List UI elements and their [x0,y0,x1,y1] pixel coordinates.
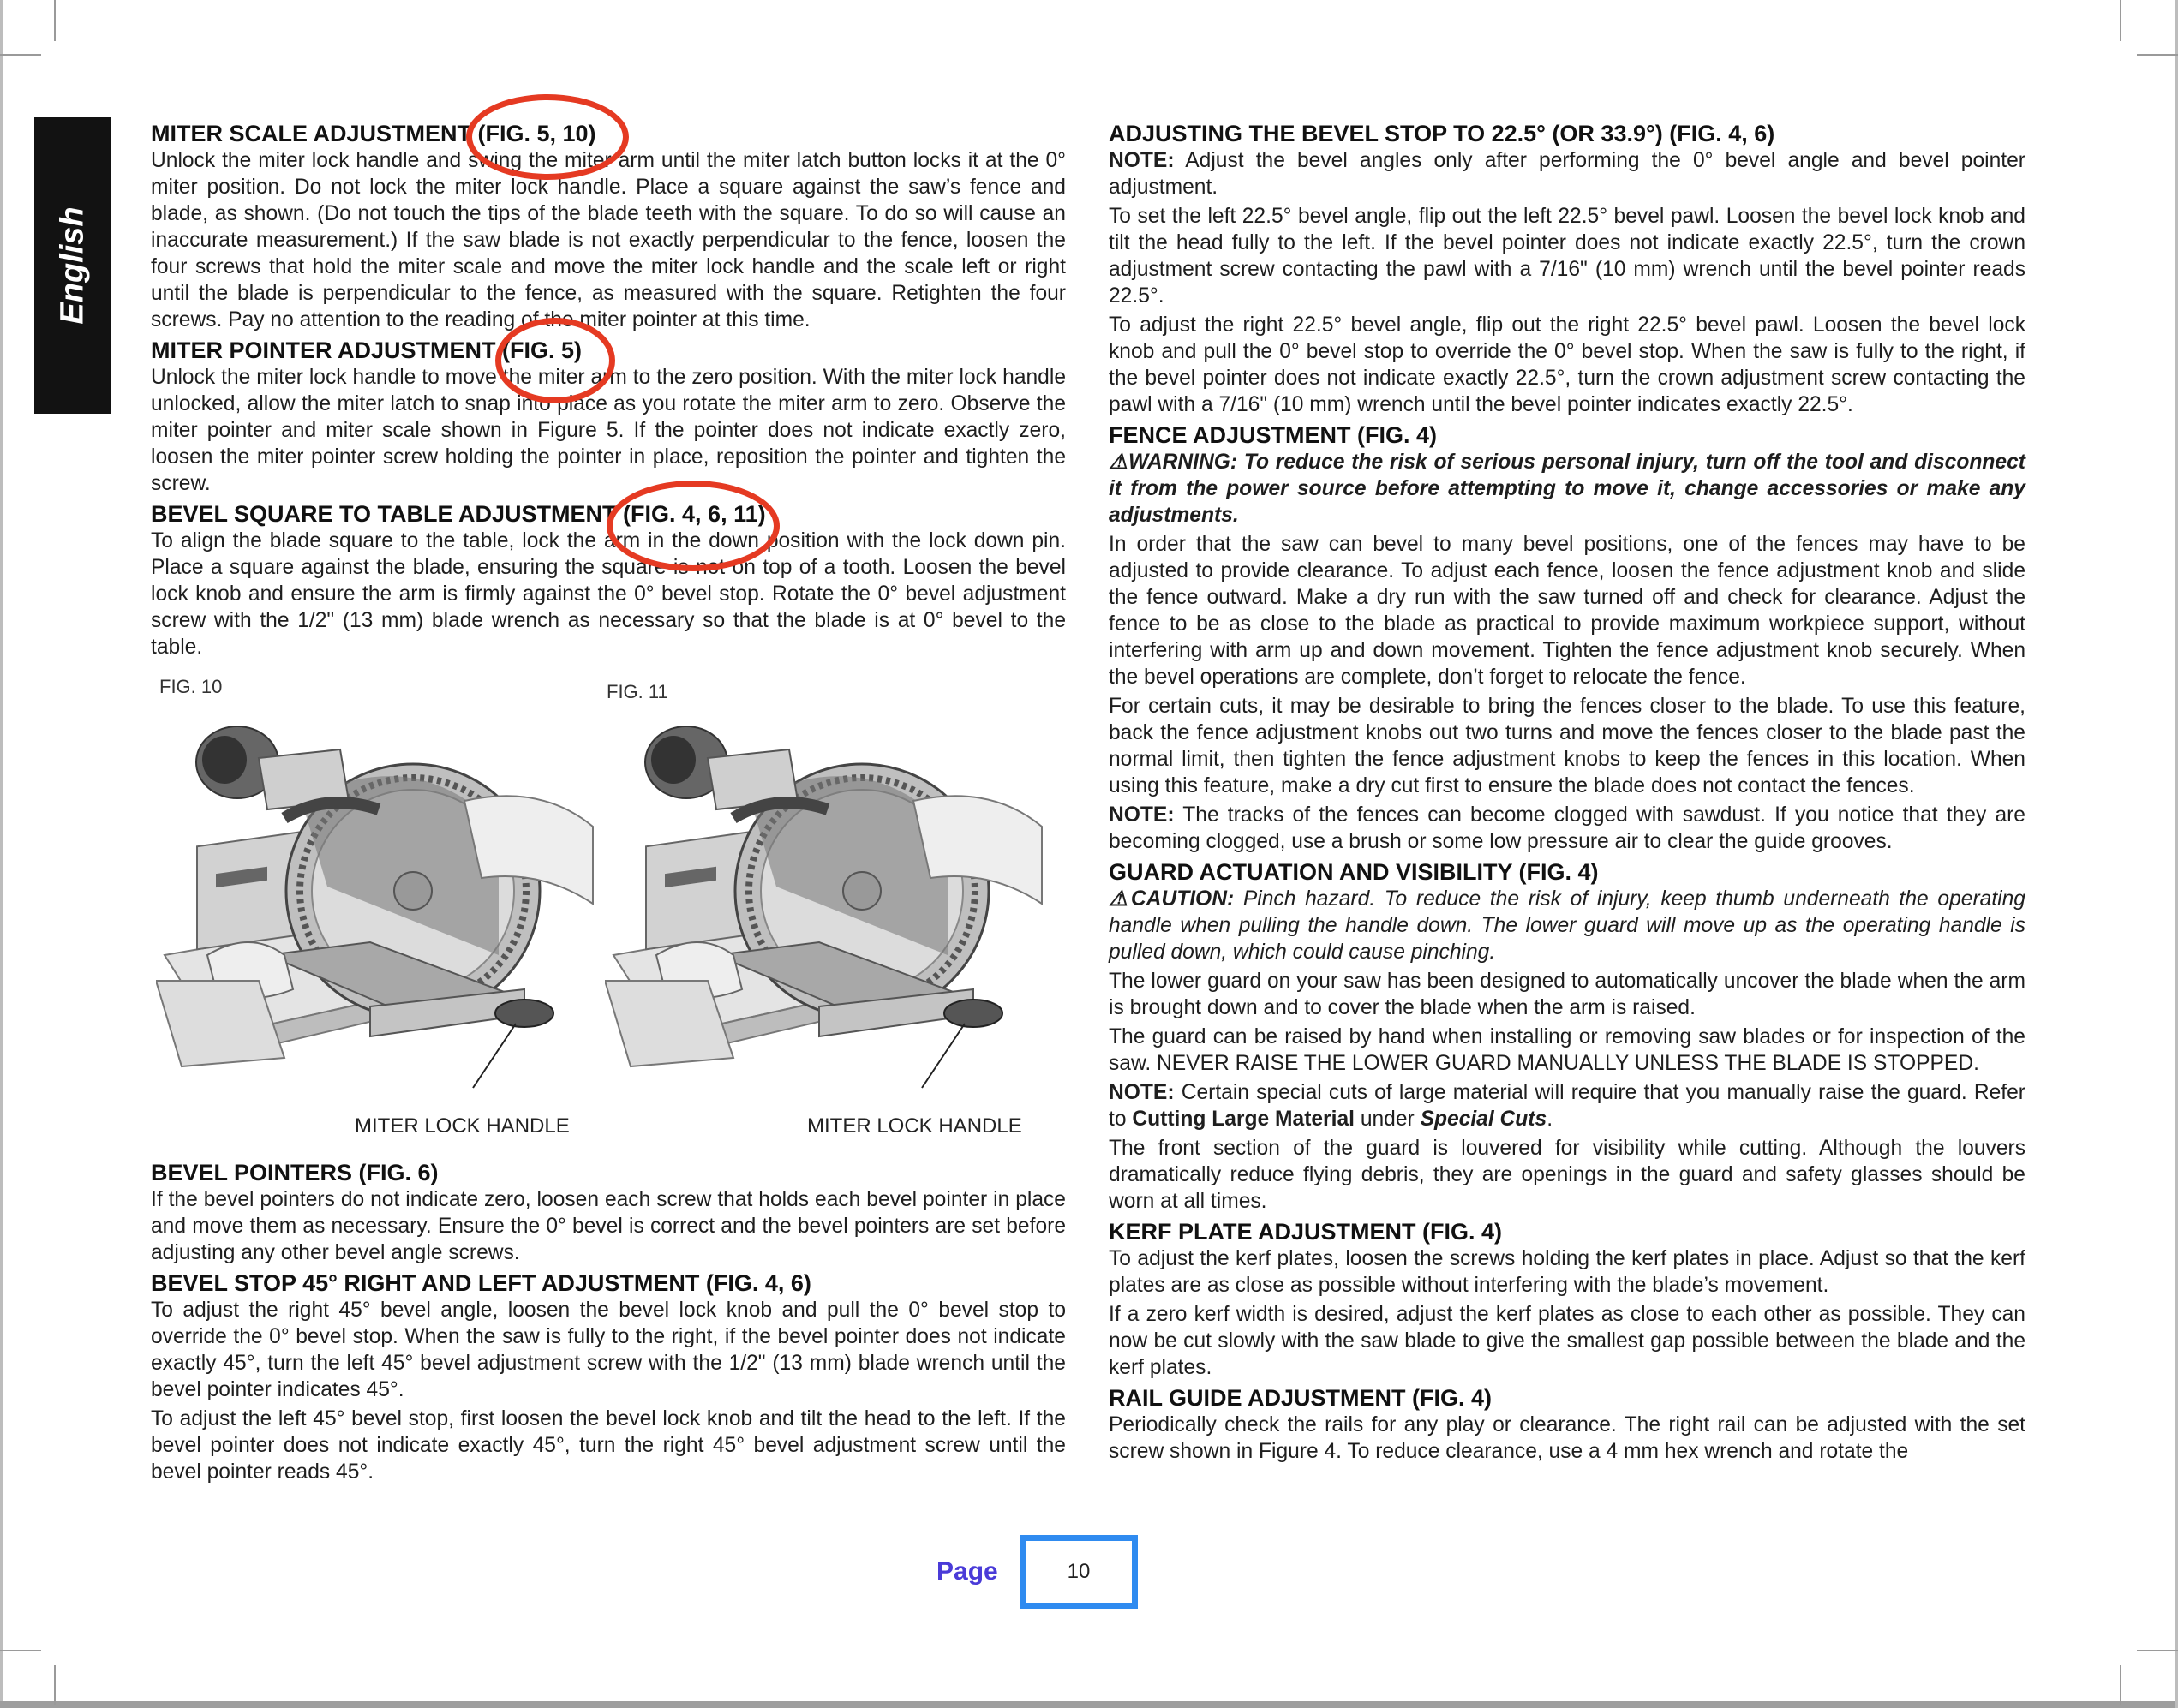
paragraph: The guard can be raised by hand when installing or removing saw blades or for inspection of the saw. NEVER RAISE THE LOWER GUARD MANUALLY UNLESS THE BLADE IS STOPPED. [1109,1025,2025,1075]
paragraph: In order that the saw can bevel to many bevel positions, one of the fences may have to be adjusted to provide clearance. To adjust each fence, loosen the fence adjustment knob and slide the fence outward. Make a dry run with the saw turned off and check for clearance. Adjust the fence to be as close to the blade as practical to provide maximum workpiece support, without interfering with arm up and down movement. Tighten the fence adjustment knob securely. When the bevel operations are complete, don’t forget to relocate the fence. [1109,533,2025,689]
note-text: Adjust the bevel angles only after performing the 0° bevel angle and bevel pointer adjustment. [1109,149,2025,199]
paragraph: Unlock the miter lock handle and swing the miter arm until the miter latch button locks it at the 0° miter position. Do not lock the miter lock handle. Place a square against the saw’s fence and blade, as shown. (Do not touch the tips of the blade teeth with the square. To do so will cause an inaccurate measurement.) If the saw blade is not exactly perpendicular to the fence, loosen the four screws that hold the miter scale and move the miter lock handle and the scale left or right until the blade is perpendicular to the fence, as measured with the square. Retighten the four screws. Pay no attention to the reading of the miter pointer at this time. [151,149,1066,331]
paragraph: The lower guard on your saw has been designed to automatically uncover the blade when the arm is brought down and to cover the blade when the arm is raised. [1109,970,2025,1019]
section-guard-actuation [1109,858,2025,1215]
highlight-ring-fig-5-10 [466,94,629,180]
page-border-left [0,0,3,1708]
section-bevel-pointers [151,1159,1066,1266]
caution-text: Pinch hazard. To reduce the risk of injury, keep thumb underneath the operating handle when pulling the handle down. The lower guard will move up as the operating handle is pulled down, which could cause pinching. [1109,887,2025,964]
right-column [1109,120,2025,1468]
language-tab [34,117,111,414]
page-border-bottom [0,1701,2178,1708]
note-paragraph [1109,802,2025,855]
section-rail-guide [1109,1384,2025,1465]
fig-11-saw-illustration [605,698,1047,1101]
crop-mark [0,54,41,56]
caution-paragraph [1109,886,2025,965]
crop-mark [2137,54,2178,56]
paragraph: For certain cuts, it may be desirable to bring the fences closer to the blade. To use this feature, back the fence adjustment knobs out two turns and move the fences closer to the blade past the normal limit, then tighten the fence adjustment knobs to keep the fences in this location. When using this feature, make a dry cut first to ensure the blade does not contact the fences. [1109,695,2025,797]
page-number-box[interactable] [1020,1535,1138,1609]
section-title: BEVEL SQUARE TO TABLE ADJUSTMENT (FIG. 4, 6, 11) [151,501,766,527]
section-title: MITER SCALE ADJUSTMENT (FIG. 5, 10) [151,121,596,146]
language-tab-label: English [54,206,91,325]
page-label: Page [936,1557,998,1586]
fig-10-label: FIG. 10 [159,676,223,697]
crop-mark [54,1665,56,1705]
section-title: FENCE ADJUSTMENT (FIG. 4) [1109,422,1438,448]
note-text: . [1547,1108,1553,1131]
fig-10-saw-illustration [156,698,598,1101]
section-title: GUARD ACTUATION AND VISIBILITY (FIG. 4) [1109,859,1599,885]
note-paragraph [1109,1079,2025,1132]
highlight-ring-fig-5 [495,318,615,403]
crop-mark [2120,1665,2121,1705]
section-bevel-stop-45 [151,1269,1066,1485]
paragraph: To adjust the kerf plates, loosen the screws holding the kerf plates in place. Adjust so that the kerf plates are as close as possible without interfering with the blade’s movement. [1109,1247,2025,1297]
section-fence-adjustment [1109,421,2025,855]
paragraph: To adjust the left 45° bevel stop, first loosen the bevel lock knob and tilt the head to the left. If the bevel pointer does not indicate exactly 45°, turn the right 45° bevel adjustment screw until the bevel pointer reads 45°. [151,1407,1066,1484]
paragraph: To adjust the right 45° bevel angle, loosen the bevel lock knob and pull the 0° bevel stop to override the 0° bevel stop. When the saw is fully to the right, if the bevel pointer does not indicate exactly 45°, turn the left 45° bevel adjustment screw with the 1/2" (13 mm) blade wrench until the bevel pointer indicates 45°. [151,1299,1066,1401]
paragraph: To set the left 22.5° bevel angle, flip out the left 22.5° bevel pawl. Loosen the bevel lock knob and tilt the head fully to the left. If the bevel pointer does not indicate exactly 22.5°, turn the crown adjustment screw contacting the pawl with a 7/16" (10 mm) wrench until the bevel pointer reads 22.5°. [1109,205,2025,308]
paragraph: The front section of the guard is louvered for visibility while cutting. Although the louvers dramatically reduce flying debris, they are openings in the guard and safety glasses should be worn at all times. [1109,1137,2025,1213]
caution-label: CAUTION: [1130,887,1235,911]
section-title: ADJUSTING THE BEVEL STOP TO 22.5° (OR 33.9°) (FIG. 4, 6) [1109,121,1775,146]
warning-triangle-icon: ⚠ [1109,451,1129,474]
fig-11-label: FIG. 11 [607,681,668,702]
section-title: MITER POINTER ADJUSTMENT (FIG. 5) [151,337,583,363]
fig-10-callout: MITER LOCK HANDLE [355,1114,570,1138]
paragraph: Unlock the miter lock handle to move the miter arm to the zero position. With the miter lock handle unlocked, allow the miter latch to snap into place as you rotate the miter arm to zero. Observe the miter pointer and miter scale shown in Figure 5. If the pointer does not indicate exactly zero, loosen the miter pointer screw holding the pointer in place, reposition the pointer and tighten the screw. [151,366,1066,495]
fig-11-callout: MITER LOCK HANDLE [807,1114,1022,1138]
section-kerf-plate [1109,1218,2025,1381]
crop-mark [54,0,56,41]
page-number: 10 [1067,1560,1091,1583]
figure-area [151,672,1066,1159]
section-title: BEVEL POINTERS (FIG. 6) [151,1160,439,1185]
paragraph: To align the blade square to the table, lock the arm in the down position with the lock down pin. Place a square against the blade, ensuring the square is not on top of a tooth. Loosen the bevel lock knob and ensure the arm is firmly against the 0° bevel stop. Rotate the 0° bevel adjustment screw with the 1/2" (13 mm) blade wrench as necessary so that the blade is at 0° bevel to the table. [151,529,1066,659]
note-text: under [1354,1108,1421,1131]
crop-mark [2120,0,2121,41]
crop-mark [2137,1650,2178,1651]
warning-paragraph [1109,449,2025,529]
caution-triangle-icon: ⚠ [1109,887,1131,911]
section-title: RAIL GUIDE ADJUSTMENT (FIG. 4) [1109,1385,1493,1411]
note-label: NOTE: [1109,149,1175,172]
paragraph: If a zero kerf width is desired, adjust the kerf plates as close to each other as possible. They can now be cut slowly with the saw blade to give the smallest gap possible between the blade and the kerf plates. [1109,1303,2025,1379]
page-border-right [2175,0,2178,1708]
section-title: KERF PLATE ADJUSTMENT (FIG. 4) [1109,1219,1502,1245]
note-text: The tracks of the fences can become clogged with sawdust. If you notice that they are becoming clogged, use a brush or some low pressure air to clear the guide grooves. [1109,803,2025,853]
note-label: NOTE: [1109,1081,1175,1104]
paragraph: Periodically check the rails for any play or clearance. The right rail can be adjusted with the set screw shown in Figure 4. To reduce clearance, use a 4 mm hex wrench and rotate the [1109,1413,2025,1463]
highlight-ring-fig-4-6-11 [607,481,780,571]
warning-text: WARNING: To reduce the risk of serious personal injury, turn off the tool and disconnect it from the power source before attempting to move it, change accessories or make any adjustments. [1109,451,2025,527]
note-label: NOTE: [1109,803,1175,827]
note-ref: Special Cuts [1420,1108,1547,1131]
crop-mark [0,1650,41,1651]
note-ref: Cutting Large Material [1132,1108,1355,1131]
paragraph: If the bevel pointers do not indicate zero, loosen each screw that holds each bevel pointer in place and move them as necessary. Ensure the 0° bevel is correct and the bevel pointers are set before adjusting any other bevel angle screws. [151,1188,1066,1264]
section-bevel-stop-22-5 [1109,120,2025,418]
note-paragraph [1109,147,2025,200]
left-column [151,120,1066,1489]
section-title: BEVEL STOP 45° RIGHT AND LEFT ADJUSTMENT (FIG. 4, 6) [151,1270,811,1296]
paragraph: To adjust the right 22.5° bevel angle, flip out the right 22.5° bevel pawl. Loosen the bevel lock knob and pull the 0° bevel stop to override the 0° bevel stop. When the saw is fully to the right, if the bevel pointer does not indicate exactly 22.5°, turn the crown adjustment screw contacting the pawl with a 7/16" (10 mm) wrench until the bevel pointer indicates exactly 22.5°. [1109,314,2025,416]
note-text: Certain special cuts of large material will require that you manually raise the guard. Refer to [1109,1081,2025,1131]
